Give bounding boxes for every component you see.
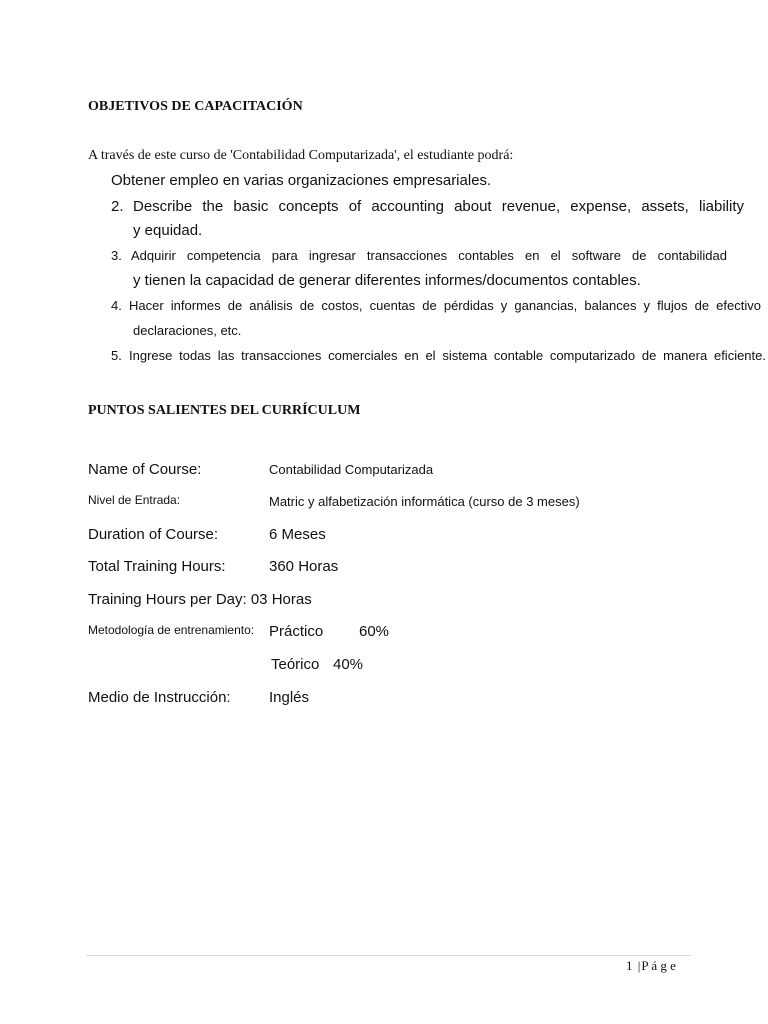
methodology-label: Metodología de entrenamiento: xyxy=(88,623,255,637)
entry-level-label: Nivel de Entrada: xyxy=(88,493,181,507)
theory-label: Teórico xyxy=(271,656,320,673)
objective-item-5-line1: Ingrese todas las transacciones comerciales en el sistema contable computarizado de manera eficiente. xyxy=(129,348,766,363)
objective-item-1: Obtener empleo en varias organizaciones empresariales. xyxy=(111,172,492,189)
objective-item-3-line2: y tienen la capacidad de generar diferentes informes/documentos contables. xyxy=(133,272,641,289)
footer-divider xyxy=(86,955,691,956)
course-name-value: Contabilidad Computarizada xyxy=(269,462,434,477)
course-name-label: Name of Course: xyxy=(88,461,202,478)
objective-item-2-line1: Describe the basic concepts of accounting about revenue, expense, assets, liability xyxy=(133,198,744,215)
total-hours-label: Total Training Hours: xyxy=(88,558,226,575)
curriculum-heading: PUNTOS SALIENTES DEL CURRÍCULUM xyxy=(88,403,361,418)
medium-label: Medio de Instrucción: xyxy=(88,689,231,706)
hours-per-day: Training Hours per Day: 03 Horas xyxy=(88,591,312,608)
objective-item-3-number: 3. xyxy=(111,248,122,263)
theory-value: 40% xyxy=(333,656,364,673)
duration-value: 6 Meses xyxy=(269,526,326,543)
objective-item-4-number: 4. xyxy=(111,298,122,313)
objective-item-3-line1: Adquirir competencia para ingresar transacciones contables en el software de contabilidad xyxy=(131,248,727,263)
objective-item-4-line2: declaraciones, etc. xyxy=(133,323,242,338)
page-footer xyxy=(626,958,676,974)
page-word: P á g e xyxy=(641,958,676,973)
page-separator: | xyxy=(637,958,641,973)
practical-value: 60% xyxy=(359,623,390,640)
total-hours-value: 360 Horas xyxy=(269,558,339,575)
objective-item-2-line2: y equidad. xyxy=(133,222,203,239)
medium-value: Inglés xyxy=(269,689,310,706)
objective-item-5-number: 5. xyxy=(111,348,122,363)
objective-item-2-number: 2. xyxy=(111,198,124,215)
objectives-heading: OBJETIVOS DE CAPACITACIÓN xyxy=(88,99,303,114)
duration-label: Duration of Course: xyxy=(88,526,219,543)
objectives-intro: A través de este curso de 'Contabilidad Computarizada', el estudiante podrá: xyxy=(88,148,514,163)
entry-level-value: Matric y alfabetización informática (curso de 3 meses) xyxy=(269,494,580,509)
objective-item-4-line1: Hacer informes de análisis de costos, cuentas de pérdidas y ganancias, balances y flujos de efectivo xyxy=(129,298,761,313)
page-number: 1 xyxy=(626,958,633,973)
practical-label: Práctico xyxy=(269,623,324,640)
